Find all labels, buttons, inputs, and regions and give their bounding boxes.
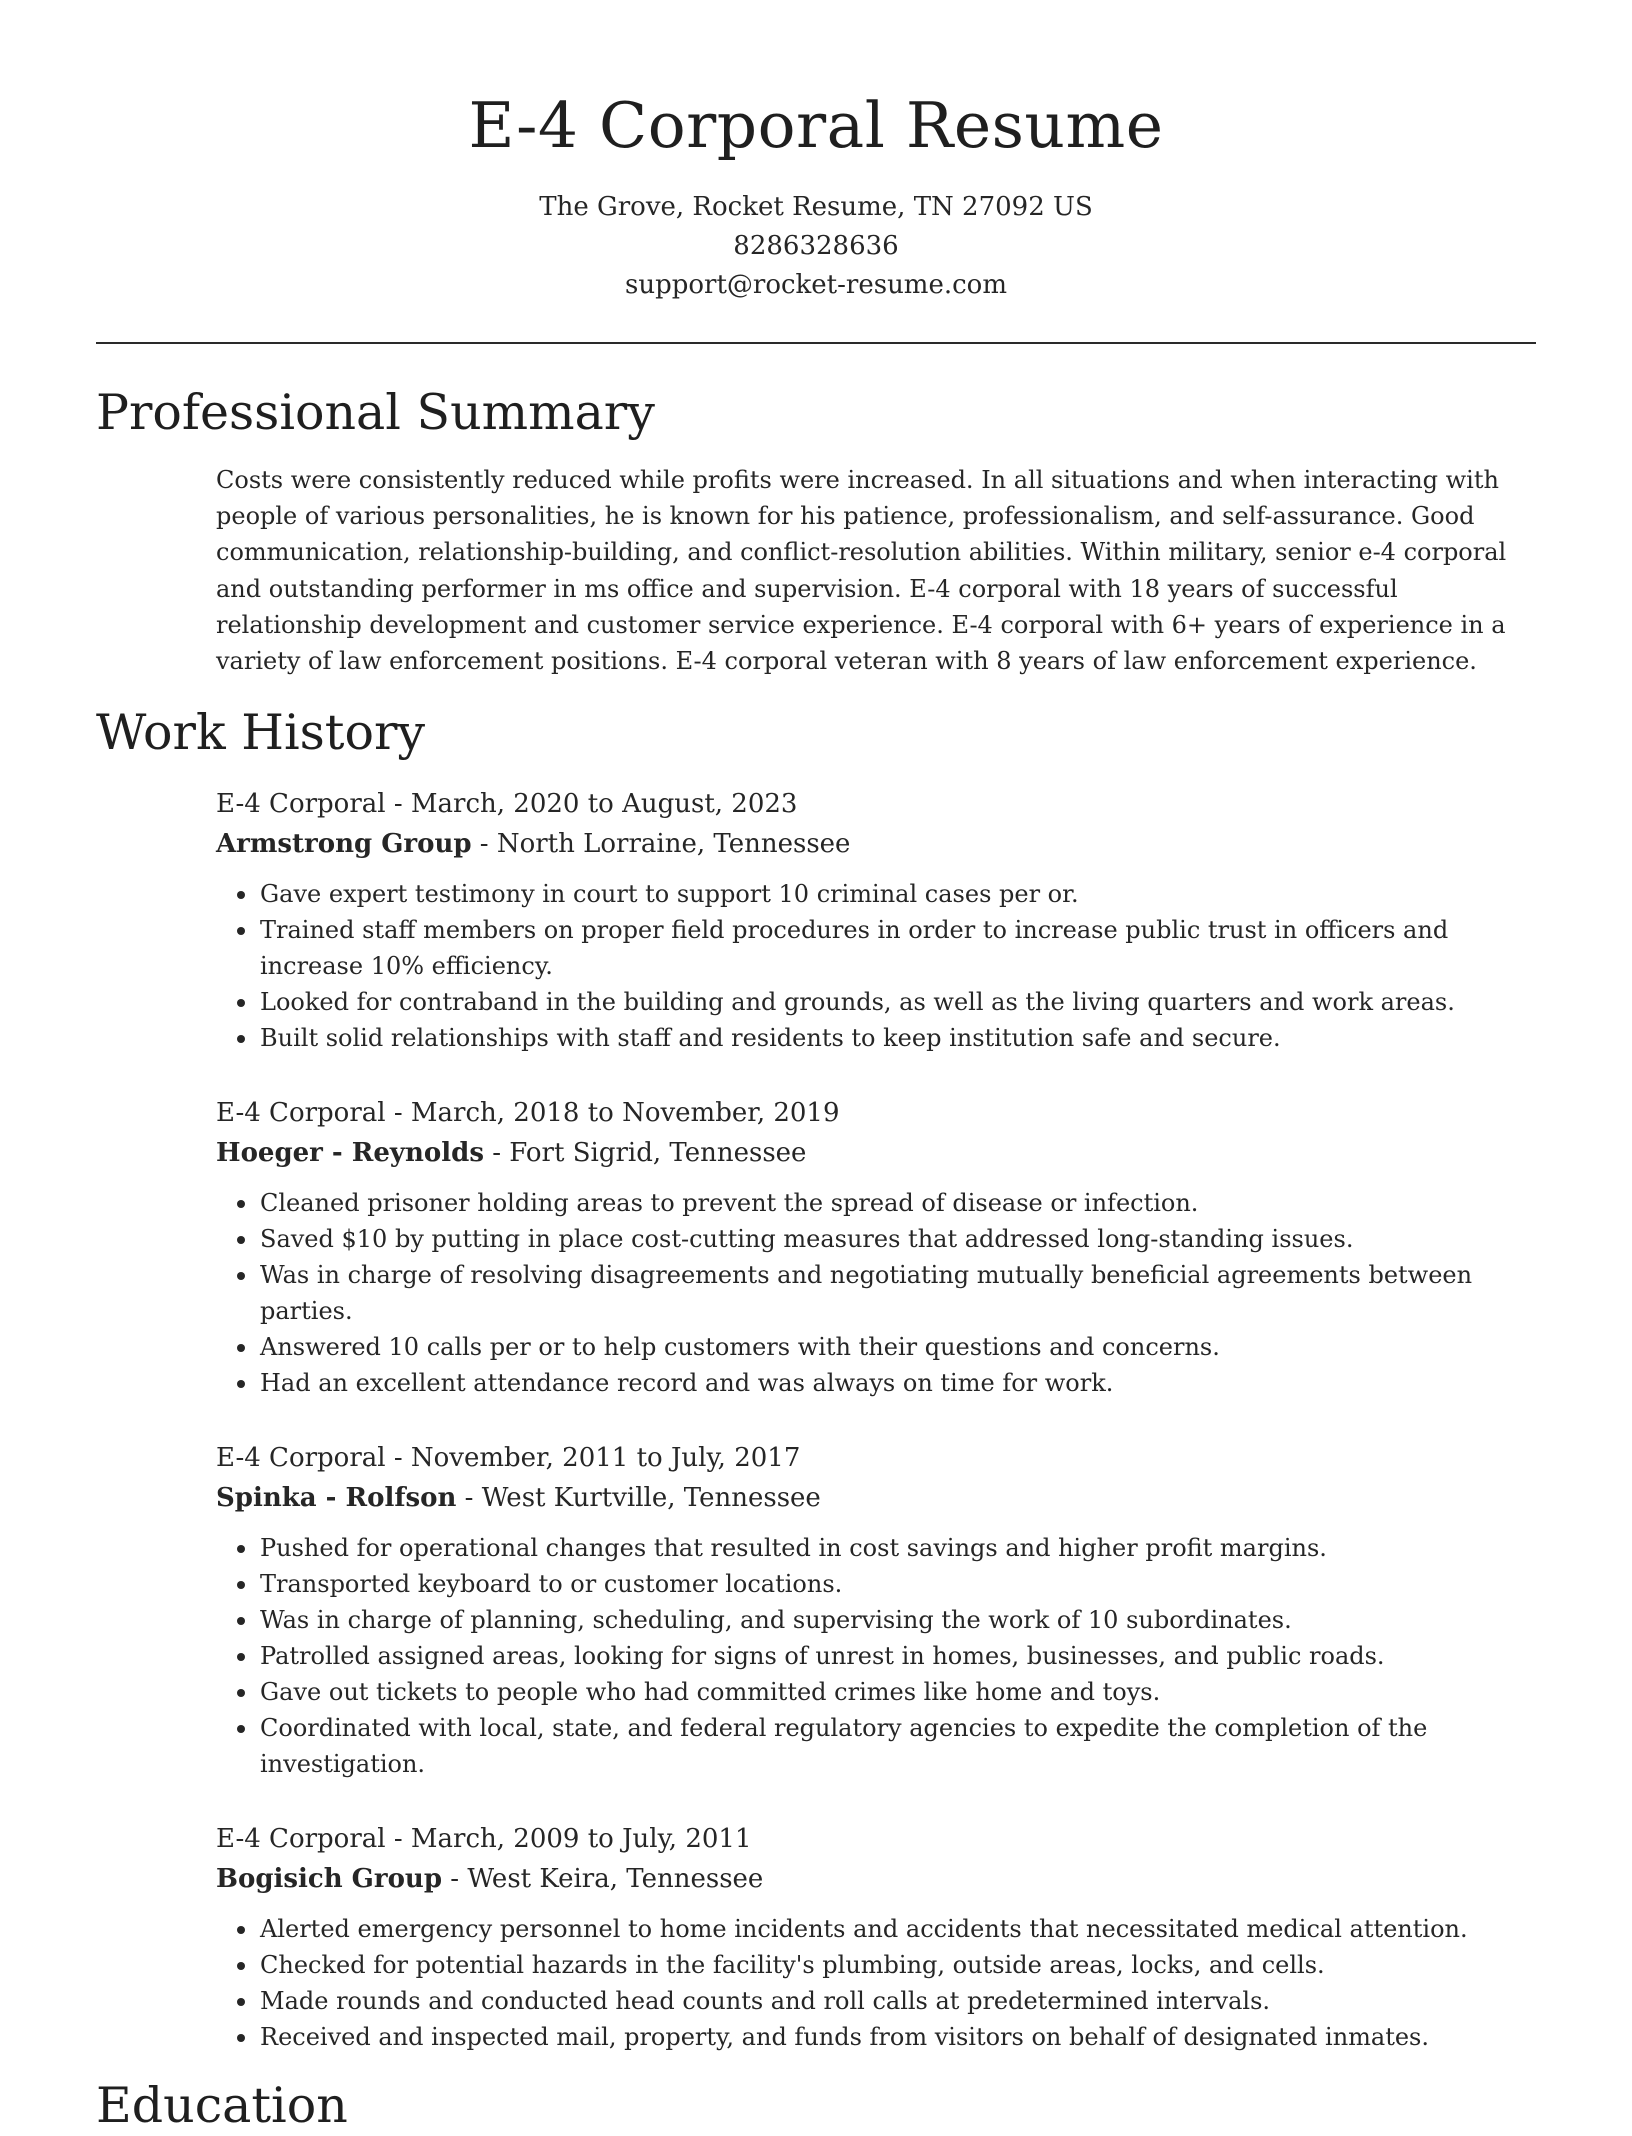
job-title-line	[216, 1819, 1536, 1859]
job-location: - West Kurtville, Tennessee	[456, 1483, 821, 1513]
header-divider	[96, 342, 1536, 344]
work-history-list	[216, 784, 1536, 2092]
contact-email: support@rocket-resume.com	[624, 270, 1007, 300]
job-dates: - March, 2020 to August, 2023	[385, 789, 798, 819]
job-location: - West Keira, Tennessee	[442, 1864, 764, 1894]
job-bullets	[216, 876, 1536, 1056]
job-company-line	[216, 1478, 1536, 1518]
resume-title: E-4 Corporal Resume	[468, 89, 1164, 162]
job-bullets	[216, 1530, 1536, 1782]
job-company: Armstrong Group	[216, 829, 472, 859]
contact-phone: 8286328636	[733, 231, 899, 261]
resume-header	[0, 0, 1632, 305]
education-heading: Education	[96, 2077, 348, 2134]
job-bullet-item: Pushed for operational changes that resulted in cost savings and higher profit margins.	[260, 1530, 1536, 1566]
job-bullet-item: Alerted emergency personnel to home incidents and accidents that necessitated medical attention.	[260, 1911, 1536, 1947]
job-bullet-item: Made rounds and conducted head counts and roll calls at predetermined intervals.	[260, 1983, 1536, 2019]
job-title-line	[216, 1438, 1536, 1478]
job-bullet-item: Was in charge of resolving disagreements and negotiating mutually beneficial agreements between parties.	[260, 1257, 1536, 1329]
job-company-line	[216, 824, 1536, 864]
job-bullet-item: Received and inspected mail, property, and funds from visitors on behalf of designated inmates.	[260, 2019, 1536, 2055]
contact-address: The Grove, Rocket Resume, TN 27092 US	[539, 192, 1093, 222]
job-entry	[216, 784, 1536, 1056]
summary-text: Costs were consistently reduced while profits were increased. In all situations and when interacting with people of various personalities, he is known for his patience, professionalism, and self-assurance. Good communication, relationship-building, and conflict-resolution abilities. Within military, senior e-4 corporal and outstanding performer in ms office and supervision. E-4 corporal with 18 years of successful relationship development and customer service experience. E-4 corporal with 6+ years of experience in a variety of law enforcement positions. E-4 corporal veteran with 8 years of law enforcement experience.	[216, 466, 1507, 676]
job-bullet-item: Coordinated with local, state, and federal regulatory agencies to expedite the completion of the investigation.	[260, 1710, 1536, 1782]
work-history-heading: Work History	[96, 704, 426, 761]
job-position: E-4 Corporal	[216, 1443, 386, 1473]
summary-heading: Professional Summary	[96, 384, 655, 441]
job-dates: - March, 2009 to July, 2011	[385, 1824, 752, 1854]
job-bullet-item: Looked for contraband in the building and grounds, as well as the living quarters and work areas.	[260, 984, 1536, 1020]
contact-block	[0, 188, 1632, 305]
job-entry	[216, 1093, 1536, 1401]
job-bullets	[216, 1185, 1536, 1401]
job-bullet-item: Trained staff members on proper field procedures in order to increase public trust in officers and increase 10% efficiency.	[260, 912, 1536, 984]
job-position: E-4 Corporal	[216, 1824, 386, 1854]
job-company: Spinka - Rolfson	[216, 1483, 457, 1513]
job-position: E-4 Corporal	[216, 789, 386, 819]
job-bullet-item: Checked for potential hazards in the facility's plumbing, outside areas, locks, and cells.	[260, 1947, 1536, 1983]
job-bullets	[216, 1911, 1536, 2055]
job-location: - North Lorraine, Tennessee	[471, 829, 851, 859]
job-company: Hoeger - Reynolds	[216, 1138, 484, 1168]
job-company-line	[216, 1133, 1536, 1173]
job-company-line	[216, 1859, 1536, 1899]
job-bullet-item: Had an excellent attendance record and was always on time for work.	[260, 1365, 1536, 1401]
job-company: Bogisich Group	[216, 1864, 443, 1894]
job-bullet-item: Gave out tickets to people who had committed crimes like home and toys.	[260, 1674, 1536, 1710]
job-entry	[216, 1438, 1536, 1782]
job-dates: - November, 2011 to July, 2017	[385, 1443, 801, 1473]
job-title-line	[216, 1093, 1536, 1133]
job-bullet-item: Transported keyboard to or customer locations.	[260, 1566, 1536, 1602]
job-bullet-item: Patrolled assigned areas, looking for signs of unrest in homes, businesses, and public roads.	[260, 1638, 1536, 1674]
job-location: - Fort Sigrid, Tennessee	[483, 1138, 807, 1168]
job-bullet-item: Saved $10 by putting in place cost-cutting measures that addressed long-standing issues.	[260, 1221, 1536, 1257]
job-bullet-item: Was in charge of planning, scheduling, and supervising the work of 10 subordinates.	[260, 1602, 1536, 1638]
job-bullet-item: Built solid relationships with staff and residents to keep institution safe and secure.	[260, 1020, 1536, 1056]
job-position: E-4 Corporal	[216, 1098, 386, 1128]
job-bullet-item: Answered 10 calls per or to help customers with their questions and concerns.	[260, 1329, 1536, 1365]
job-entry	[216, 1819, 1536, 2055]
job-dates: - March, 2018 to November, 2019	[385, 1098, 840, 1128]
job-bullet-item: Gave expert testimony in court to support 10 criminal cases per or.	[260, 876, 1536, 912]
job-bullet-item: Cleaned prisoner holding areas to prevent the spread of disease or infection.	[260, 1185, 1536, 1221]
job-title-line	[216, 784, 1536, 824]
